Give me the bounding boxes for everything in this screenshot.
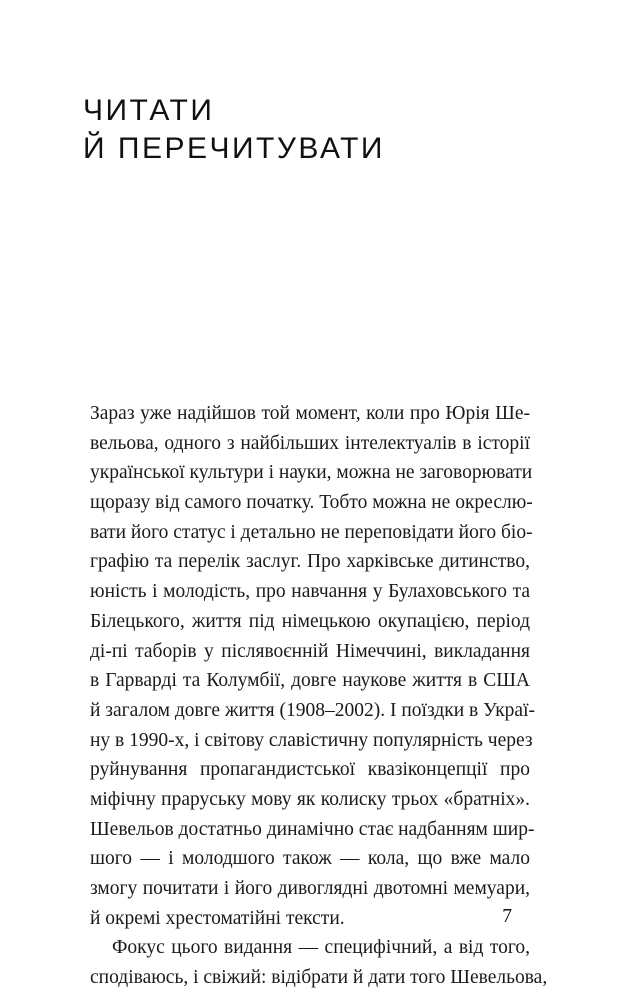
text-line: ді-пі таборів у післявоєнній Німеччині, викладання	[90, 640, 530, 662]
text-line: міфічну праруську мову як колиску трьох «братніх».	[90, 788, 530, 810]
chapter-title-line-1: ЧИТАТИ	[83, 94, 215, 127]
text-line: руйнування пропагандистської квазіконцепції про	[90, 759, 530, 781]
text-line: вати його статус і детально не переповідати його біо-	[90, 521, 533, 543]
body-text	[90, 399, 548, 993]
text-line: ну в 1990-х, і світову славістичну популярність через	[90, 729, 533, 751]
text-line: Білецького, життя під німецькою окупацією, період	[90, 610, 530, 632]
text-line: шого — і молодшого також — кола, що вже мало	[90, 848, 530, 870]
text-line: графію та перелік заслуг. Про харківське дитинство,	[90, 551, 530, 573]
text-line: української культури і науки, можна не заговорювати	[90, 462, 533, 484]
chapter-title	[83, 92, 385, 168]
text-line: Зараз уже надійшов той момент, коли про Юрія Ше-	[90, 403, 530, 424]
text-line: змогу почитати і його дивоглядні двотомні мемуари,	[90, 878, 530, 899]
text-line-paragraph-end: й окремі хрестоматійні тексти.	[90, 907, 345, 929]
text-line: в Гарварді та Колумбії, довге наукове життя в США	[90, 670, 530, 692]
text-line: й загалом довге життя (1908–2002). І поїздки в Украї-	[90, 699, 535, 721]
text-line: сподіваюсь, і свіжий: відібрати й дати того Шевельова,	[90, 967, 548, 989]
text-line: Шевельов достатньо динамічно стає надбанням шир-	[90, 818, 535, 840]
chapter-title-line-2: Й ПЕРЕЧИТУВАТИ	[83, 132, 385, 165]
text-line: щоразу від самого початку. Тобто можна не окреслю-	[90, 492, 533, 514]
text-line: вельова, одного з найбільших інтелектуалів в історії	[90, 432, 530, 454]
text-line: юність і молодість, про навчання у Булаховського та	[90, 581, 530, 603]
page-number: 7	[502, 906, 512, 927]
text-line-paragraph-start: Фокус цього видання — специфічний, а від того,	[112, 937, 530, 959]
